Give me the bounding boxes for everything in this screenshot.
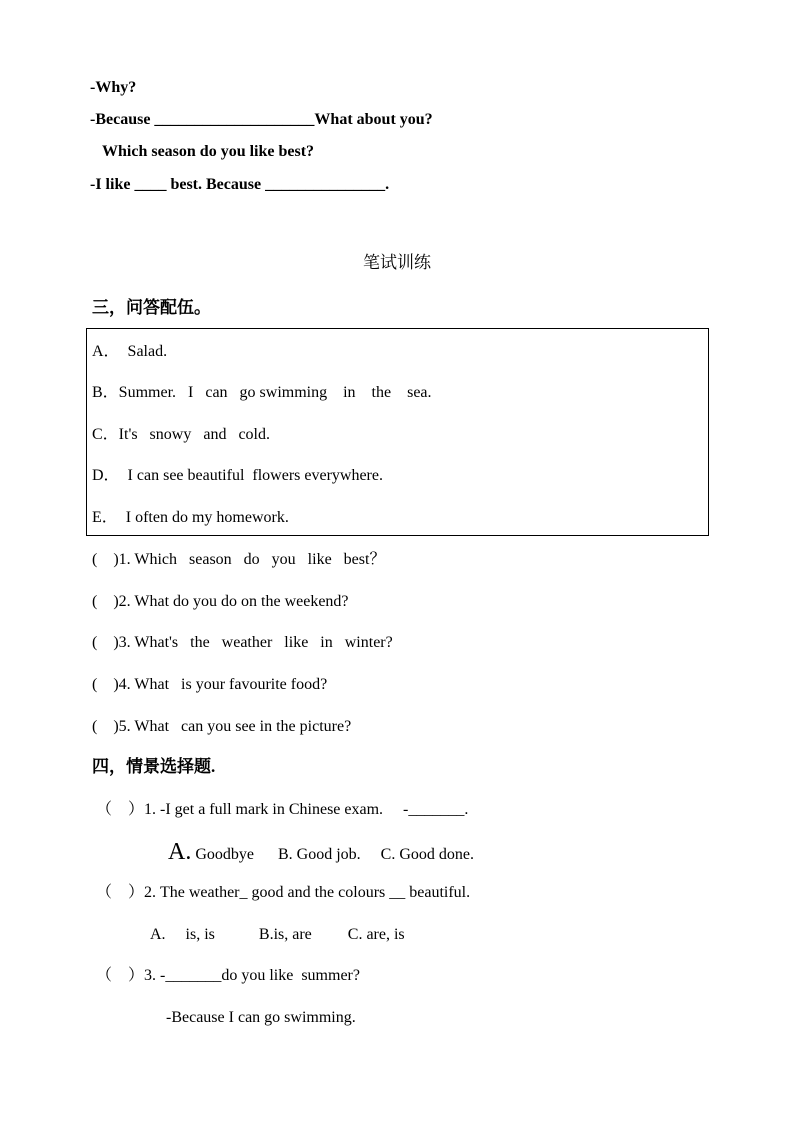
situation-question-3: （ ）3. -_______do you like summer? <box>96 967 360 984</box>
dialogue-line-i-like: -I like ____ best. Because _______________. <box>90 176 390 193</box>
question-4: ( )4. What is your favourite food? <box>92 676 328 693</box>
choice-a-letter: A. <box>168 839 192 865</box>
situation-question-1: （ ）1. -I get a full mark in Chinese exam. -_______. <box>96 801 469 818</box>
option-d: D． I can see beautiful flowers everywhere. <box>92 467 383 484</box>
dialogue-line-why: -Why? <box>90 79 137 96</box>
option-e: E． I often do my homework. <box>92 509 289 526</box>
option-c: C．It's snowy and cold. <box>92 426 270 443</box>
dialogue-line-because: -Because ____________________What about you? <box>90 111 433 128</box>
dialogue-line-which-season: Which season do you like best? <box>102 143 315 160</box>
choice-rest: Goodbye B. Good job. C. Good done. <box>191 846 474 863</box>
situation-question-3-answer: -Because I can go swimming. <box>166 1009 356 1026</box>
option-b: B．Summer. I can go swimming in the sea. <box>92 384 432 401</box>
section4-heading: 四，情景选择题. <box>92 757 216 776</box>
option-a: A． Salad. <box>92 343 168 360</box>
question-2: ( )2. What do you do on the weekend? <box>92 593 349 610</box>
question-5: ( )5. What can you see in the picture? <box>92 718 352 735</box>
situation-question-2: （ ）2. The weather_ good and the colours __ beautiful. <box>96 884 471 901</box>
section3-heading: 三，问答配伍。 <box>92 298 211 317</box>
written-practice-title: 笔试训练 <box>363 253 431 272</box>
question-1: ( )1. Which season do you like best？ <box>92 551 386 568</box>
question-3: ( )3. What's the weather like in winter? <box>92 634 393 651</box>
situation-question-1-choices <box>168 839 474 865</box>
situation-question-2-choices: A. is, is B.is, are C. are, is <box>150 926 405 943</box>
